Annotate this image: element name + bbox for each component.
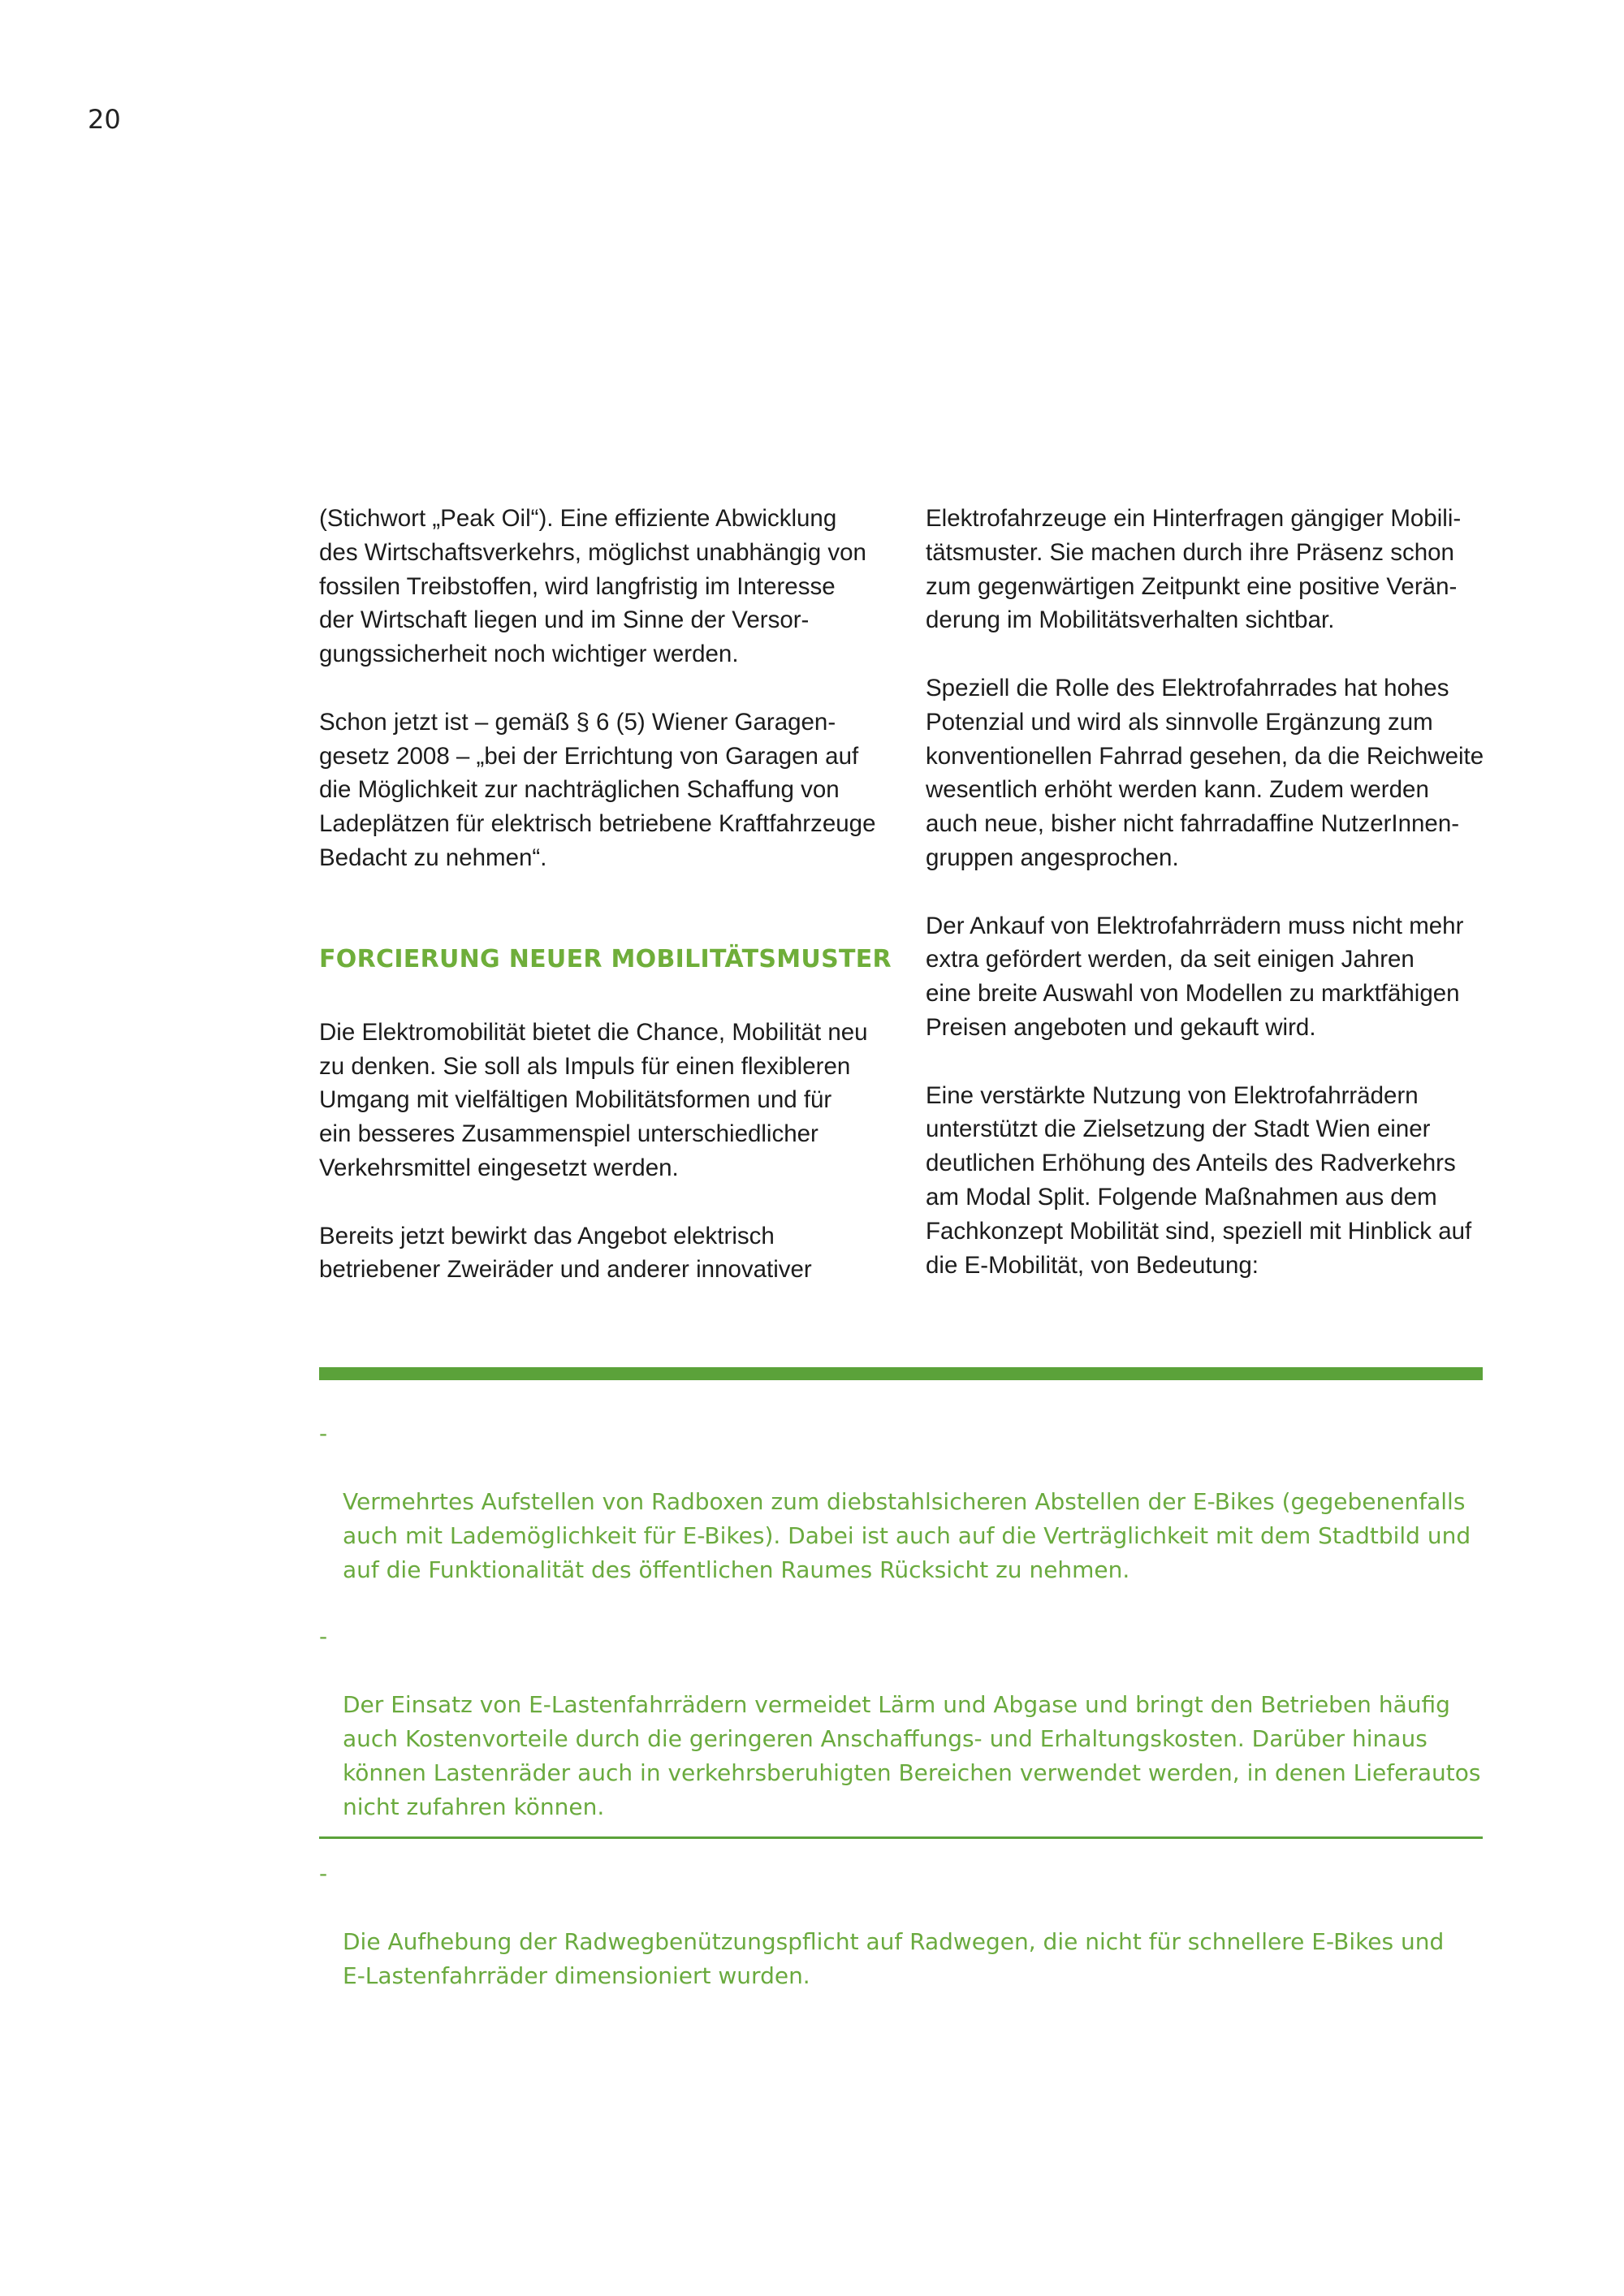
left-paragraph-3: Die Elektromobilität bietet die Chance, Mobilität neu zu denken. Sie soll als Impuls für einen flexibleren Umgang mit vielfältigen Mobilitätsformen und für ein besseres Zusammenspiel unterschiedlicher Verkehrsmittel eingesetzt werden. <box>319 1018 868 1181</box>
measures-top-rule <box>319 1367 1483 1380</box>
measures-list <box>319 1417 1483 1993</box>
list-dash: - <box>319 1860 328 1887</box>
right-paragraph-1: Elektrofahrzeuge ein Hinterfragen gängiger Mobili- tätsmuster. Sie machen durch ihre Präsenz schon zum gegenwärtigen Zeitpunkt eine positive Verän- derung im Mobilitätsverhalten sichtbar. <box>926 505 1462 634</box>
right-paragraph-3: Der Ankauf von Elektrofahrrädern muss nicht mehr extra gefördert werden, da seit einigen Jahren eine breite Auswahl von Modellen zu marktfähigen Preisen angeboten und gekauft wird. <box>926 912 1464 1041</box>
page-number: 20 <box>88 104 121 135</box>
right-column <box>926 502 1536 1282</box>
right-paragraph-2: Speziell die Rolle des Elektrofahrrades hat hohes Potenzial und wird als sinnvolle Ergänzung zum konventionellen Fahrrad gesehen, da die Reichweite wesentlich erhöht werden kann. Zudem werden auch neue, bisher nicht fahrradaffine NutzerInnen- gruppen angesprochen. <box>926 674 1484 871</box>
list-dash: - <box>319 1420 328 1447</box>
measure-text: Der Einsatz von E-Lastenfahrrädern vermeidet Lärm und Abgase und bringt den Betrieben häufig auch Kostenvorteile durch die geringeren Anschaffungs- und Erhaltungskosten. Darüber hinaus können Lastenräder auch in verkehrsberuhigten Bereichen verwendet werden, in denen Lieferautos nicht zufahren können. <box>343 1691 1481 1820</box>
left-column <box>319 502 930 1287</box>
measure-item <box>319 1620 1483 1824</box>
section-heading: FORCIERUNG NEUER MOBILITÄTSMUSTER <box>319 944 892 973</box>
measures-bottom-rule <box>319 1836 1483 1839</box>
measure-item <box>319 1417 1483 1587</box>
right-paragraph-4: Eine verstärkte Nutzung von Elektrofahrrädern unterstützt die Zielsetzung der Stadt Wien einer deutlichen Erhöhung des Anteils des Radverkehrs am Modal Split. Folgende Maßnahmen aus dem Fachkonzept Mobilität sind, speziell mit Hinblick auf die E-Mobilität, von Bedeutung: <box>926 1081 1472 1279</box>
left-paragraph-4: Bereits jetzt bewirkt das Angebot elektrisch betriebener Zweiräder und anderer innovativer <box>319 1222 812 1284</box>
left-paragraph-1: (Stichwort „Peak Oil“). Eine effiziente Abwicklung des Wirtschaftsverkehrs, möglichst unabhängig von fossilen Treibstoffen, wird langfristig im Interesse der Wirtschaft liegen und im Sinne der Versor- gungssicherheit noch wichtiger werden. <box>319 505 866 668</box>
measure-text: Vermehrtes Aufstellen von Radboxen zum diebstahlsicheren Abstellen der E-Bikes (gegebenenfalls auch mit Lademöglichkeit für E-Bikes). Dabei ist auch auf die Verträglichkeit mit dem Stadtbild und auf die Funktionalität des öffentlichen Raumes Rücksicht zu nehmen. <box>343 1488 1471 1583</box>
list-dash: - <box>319 1623 328 1650</box>
measure-item <box>319 1857 1483 1993</box>
left-paragraph-2: Schon jetzt ist – gemäß § 6 (5) Wiener Garagen- gesetz 2008 – „bei der Errichtung von Garagen auf die Möglichkeit zur nachträglichen Schaffung von Ladeplätzen für elektrisch betriebene Kraftfahrzeuge Bedacht zu nehmen“. <box>319 708 876 871</box>
measure-text: Die Aufhebung der Radwegbenützungspflicht auf Radwegen, die nicht für schnellere E-Bikes und E-Lastenfahrräder dimensioniert wurden. <box>343 1928 1445 1989</box>
